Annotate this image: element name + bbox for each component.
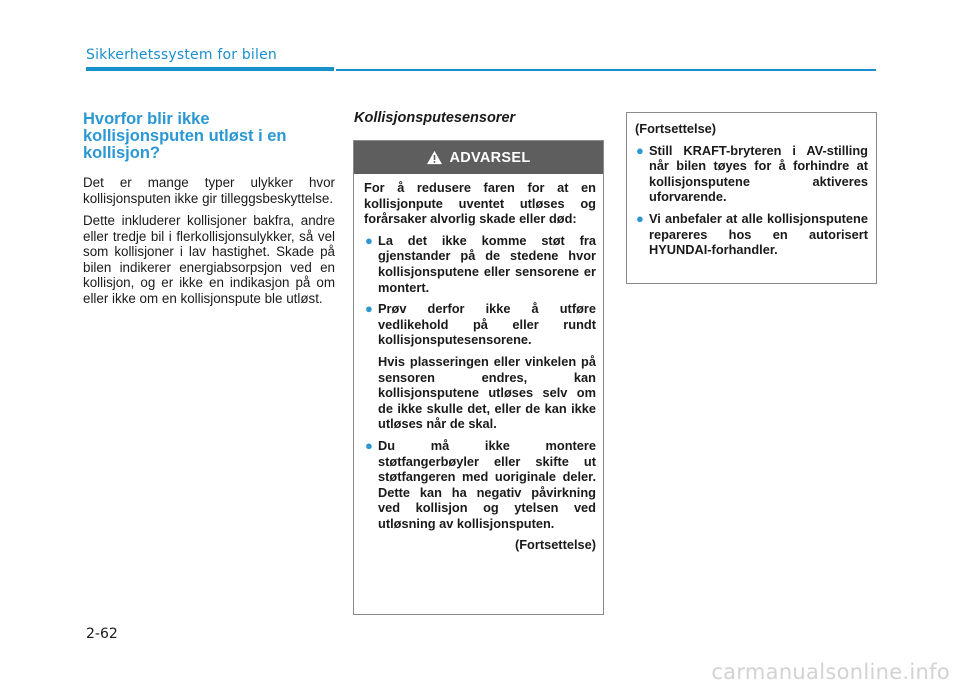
warning-body	[354, 174, 603, 553]
list-item-text: Prøv derfor ikke å utføre vedlikehold på eller rundt kollisjonsputesensorene.	[378, 301, 596, 348]
continued-label: (Fortsettelse)	[514, 537, 596, 553]
left-column	[83, 111, 335, 313]
warning-header	[354, 141, 603, 174]
paragraph: Det er mange typer ulykker hvor kollisjonsputen ikke gir tilleggsbeskyttelse.	[83, 175, 335, 206]
continued-list	[635, 143, 868, 258]
list-item-text: Still KRAFT-bryteren i AV-stilling når bilen tøyes for å forhindre at kollisjonsputene aktiveres uforvarende.	[649, 142, 868, 205]
sensors-heading: Kollisjonsputesensorer	[354, 110, 516, 126]
continued-label: (Fortsettelse)	[635, 121, 717, 136]
warning-box	[353, 140, 604, 615]
list-item-text: La det ikke komme støt fra gjenstander på de stedene hvor kollisjonsputene eller sensorene er montert.	[378, 232, 596, 295]
list-item	[364, 438, 596, 532]
bullet-icon: ●	[365, 301, 373, 317]
continued-warning-box	[626, 112, 877, 284]
section-header-title: Sikkerhetssystem for bilen	[86, 47, 278, 63]
list-item	[364, 233, 596, 295]
list-item	[635, 211, 868, 258]
page-number: 2-62	[86, 626, 118, 642]
list-item	[364, 301, 596, 432]
warning-triangle-icon	[426, 150, 443, 165]
list-item	[635, 143, 868, 205]
section-title: Hvorfor blir ikke kollisjonsputen utløst i en kollisjon?	[83, 110, 287, 162]
bullet-icon: ●	[636, 210, 644, 226]
list-item-text: Vi anbefaler at alle kollisjonsputene repareres hos en autorisert HYUNDAI-forhandler.	[649, 210, 868, 258]
bullet-icon: ●	[365, 232, 373, 248]
warning-label: ADVARSEL	[449, 149, 531, 166]
watermark: carmanualsonline.info	[711, 660, 950, 684]
bullet-icon: ●	[636, 142, 644, 158]
paragraph: Dette inkluderer kollisjoner bakfra, andre eller tredje bil i flerkollisjonsulykker, så vel som kollisjoner i lav hastighet. Skade på bilen indikerer energiabsorpsjon ved en kollisjon, og er ikke en indikasjon på om eller ikke om en kollisjonspute ble utløst.	[83, 213, 335, 306]
header-rule-thick	[86, 67, 334, 71]
warning-list	[364, 233, 596, 532]
warning-intro: For å redusere faren for at en kollisjonpute uventet utløses og forårsaker alvorlig skade eller død:	[364, 180, 596, 227]
bullet-icon: ●	[365, 437, 373, 453]
list-item-subtext: Hvis plasseringen eller vinkelen på sensoren endres, kan kollisjonsputene utløses selv om de ikke skulle det, eller de kan ikke utløses når de skal.	[378, 353, 596, 432]
header-rule-thin	[336, 69, 876, 71]
list-item-text: Du må ikke montere støtfangerbøyler eller skifte ut støtfangeren med uoriginale deler. Dette kan ha negativ påvirkning ved kollisjon og ytelsen ved utløsning av kollisjonsputen.	[378, 437, 596, 531]
